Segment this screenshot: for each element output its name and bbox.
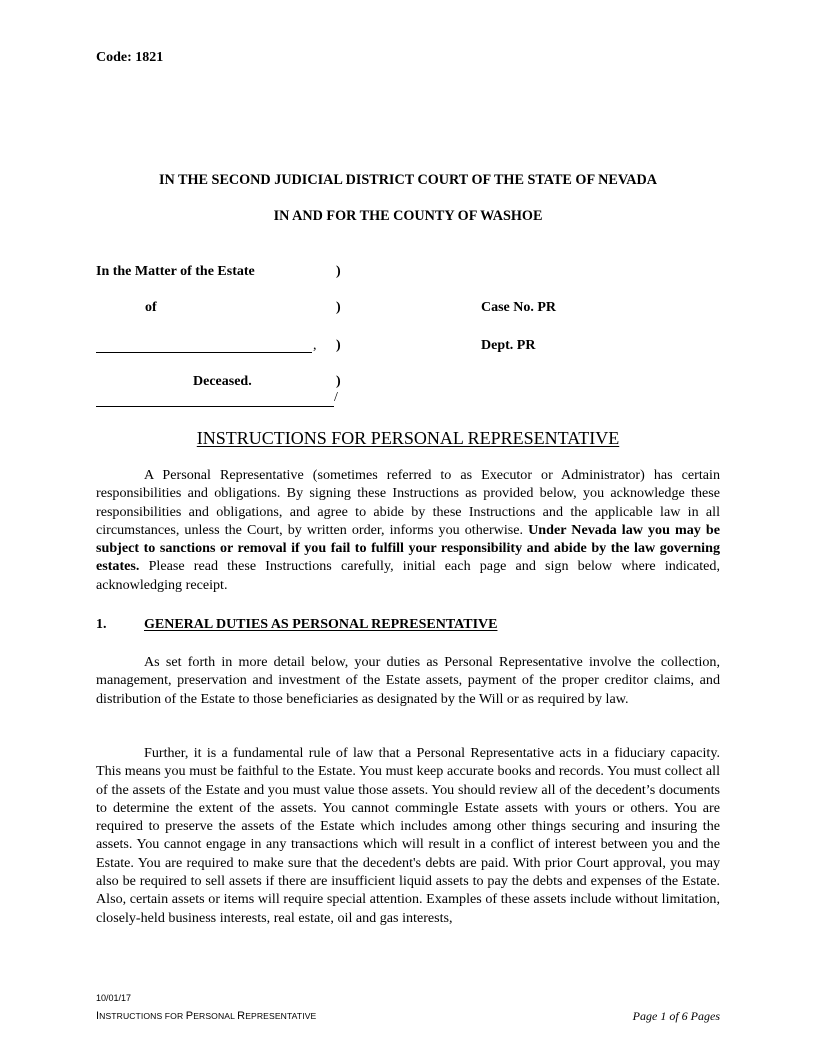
page-number: Page 1 of 6 Pages (632, 1009, 720, 1023)
court-county: IN AND FOR THE COUNTY OF WASHOE (273, 208, 543, 224)
court-name: IN THE SECOND JUDICIAL DISTRICT COURT OF THE STATE OF NEVADA (158, 172, 658, 188)
document-code: Code: 1821 (96, 50, 164, 65)
caption-matter: In the Matter of the Estate (96, 264, 255, 279)
section-title: GENERAL DUTIES AS PERSONAL REPRESENTATIVE (144, 617, 498, 632)
caption-deceased: Deceased. (193, 374, 252, 389)
intro-text: A Personal Representative (sometimes referred to as Executor or Administrator) has certain responsibilities and obligations. By signing these Instructions as provided below, you acknowledge these responsibilities and obligations, and agree to abide by these Instructions and the applicable law in all circumstances, unless the Court, by written order, informs you otherwise. (96, 467, 720, 538)
duties-text: As set forth in more detail below, your duties as Personal Representative involve the collection, management, preservation and investment of the Estate assets, payment of the proper creditor claims, and distribution of the Estate to those beneficiaries as designated by the Will or as required by law. (96, 654, 720, 707)
section-number: 1. (96, 617, 107, 632)
intro-warning: Under Nevada law you may be subject to sanctions or removal if you fail to fulfill your responsibility and abide by the law governing estates. (96, 521, 720, 575)
department: Dept. PR (481, 338, 536, 353)
fiduciary-text: Further, it is a fundamental rule of law that a Personal Representative acts in a fiduciary capacity. This means you must be faithful to the Estate. You must keep accurate books and records. You must collect all of the assets of the Estate and you must value those assets. You should review all of the decedent’s documents to determine the extent of the assets. You cannot commingle Estate assets with yours or others. You are required to preserve the assets of the Estate which includes among other things securing and insuring the assets. You cannot engage in any transactions which will result in a conflict of interest between you and the Estate. You are required to make sure that the decedent's debts are paid. With prior Court approval, you may also be required to sell assets if there are insufficient liquid assets to pay the debts and expenses of the Estate. Also, certain assets or items will require special attention. Examples of these assets include without limitation, closely-held business interests, real estate, oil and gas interests, (96, 745, 720, 926)
intro-tail: Please read these Instructions carefully, initial each page and sign below where indicated, acknowledging receipt. (96, 558, 720, 593)
caption-paren: ) (336, 300, 341, 315)
section-heading (96, 617, 497, 633)
caption-of: of (145, 300, 157, 315)
intro-paragraph (96, 466, 720, 594)
case-number: Case No. PR (481, 300, 557, 315)
caption-slash: / (334, 390, 338, 405)
caption-underline (96, 406, 334, 407)
caption-paren: ) (336, 338, 341, 353)
caption-comma: , (313, 338, 317, 353)
footer-date: 10/01/17 (96, 993, 132, 1003)
caption-paren: ) (336, 264, 341, 279)
fiduciary-paragraph (96, 744, 720, 927)
footer-title: INSTRUCTIONS FOR PERSONAL REPRESENTATIVE (96, 1010, 317, 1022)
caption-paren: ) (336, 374, 341, 389)
document-title: INSTRUCTIONS FOR PERSONAL REPRESENTATIVE (196, 428, 620, 448)
duties-paragraph (96, 653, 720, 708)
decedent-name-blank (96, 352, 312, 353)
